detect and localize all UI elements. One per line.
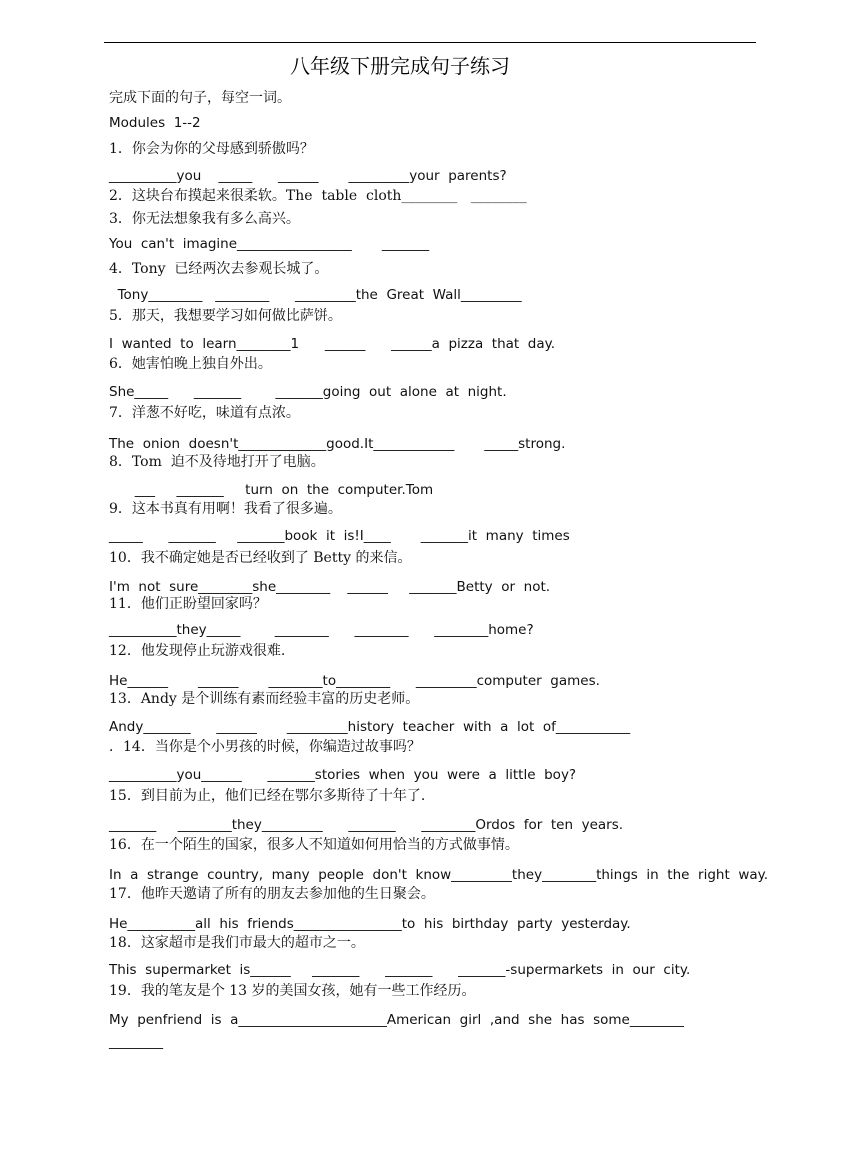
- top-rule: [104, 42, 756, 43]
- question-2-cn: 2．这块台布摸起来很柔软。The table cloth________ ________: [109, 188, 527, 204]
- question-12-cn: 12．他发现停止玩游戏很难.: [109, 643, 286, 659]
- question-1-en: __________you _____ ______ _________your parents?: [109, 168, 507, 184]
- question-19-en-continued: ________: [109, 1034, 163, 1050]
- question-10-en: I'm not sure________she________ ______ _______Betty or not.: [109, 579, 551, 595]
- question-1-cn: 1．你会为你的父母感到骄傲吗？: [109, 141, 314, 157]
- question-13-en: Andy_______ ______ _________history teacher with a lot of___________: [109, 719, 631, 735]
- question-17-en: He__________all his friends________________to his birthday party yesterday.: [109, 916, 631, 932]
- question-14-en: __________you______ _______stories when you were a little boy?: [109, 767, 577, 783]
- question-11-cn: 11．他们正盼望回家吗？: [109, 596, 267, 612]
- question-9-en: _____ _______ _______book it is!I____ _______it many times: [109, 528, 570, 544]
- question-11-en: __________they_____ ________ ________ ________home?: [109, 622, 534, 638]
- question-6-cn: 6．她害怕晚上独自外出。: [109, 356, 272, 372]
- question-3-cn: 3．你无法想象我有多么高兴。: [109, 211, 300, 227]
- question-19-cn: 19．我的笔友是个 13 岁的美国女孩，她有一些工作经历。: [109, 983, 476, 999]
- question-8-en: ___ _______ turn on the computer.Tom: [109, 482, 434, 498]
- question-13-cn: 13．Andy 是个训练有素而经验丰富的历史老师。: [109, 691, 420, 707]
- question-15-cn: 15．到目前为止，他们已经在鄂尔多斯待了十年了.: [109, 788, 426, 804]
- question-3-en: You can't imagine_________________ _______: [109, 236, 430, 252]
- question-16-en: In a strange country, many people don't know_________they________things in the right way.: [109, 867, 769, 883]
- question-12-en: He______ ______ ________to________ _________computer games.: [109, 673, 600, 689]
- question-10-cn: 10．我不确定她是否已经收到了 Betty 的来信。: [109, 550, 412, 566]
- page-title: 八年级下册完成句子练习: [290, 54, 510, 78]
- instruction: 完成下面的句子，每空一词。: [109, 90, 291, 106]
- question-15-en: _______ ________they_________ _______ ________Ordos for ten years.: [109, 817, 624, 833]
- question-9-cn: 9．这本书真有用啊！我看了很多遍。: [109, 501, 342, 517]
- question-5-en: I wanted to learn________1 ______ ______a pizza that day.: [109, 336, 556, 352]
- question-5-cn: 5．那天，我想要学习如何做比萨饼。: [109, 308, 342, 324]
- question-4-en: Tony________ ________ _________the Great Wall_________: [109, 287, 522, 303]
- question-18-en: This supermarket is______ _______ _______ _______-supermarkets in our city.: [109, 962, 691, 978]
- question-7-en: The onion doesn't_____________good.It____________ _____strong.: [109, 436, 566, 452]
- question-4-cn: 4．Tony 已经两次去参观长城了。: [109, 261, 329, 277]
- question-19-en: My penfriend is a______________________American girl ,and she has some________: [109, 1012, 684, 1028]
- question-18-cn: 18．这家超市是我们市最大的超市之一。: [109, 935, 365, 951]
- question-14-cn: ．14．当你是个小男孩的时候，你编造过故事吗？: [109, 739, 421, 755]
- question-7-cn: 7．洋葱不好吃，味道有点浓。: [109, 405, 300, 421]
- question-6-en: She_____ _______ _______going out alone at night.: [109, 384, 507, 400]
- question-17-cn: 17．他昨天邀请了所有的朋友去参加他的生日聚会。: [109, 886, 435, 902]
- question-16-cn: 16．在一个陌生的国家，很多人不知道如何用恰当的方式做事情。: [109, 837, 519, 853]
- module-label: Modules 1--2: [109, 115, 201, 131]
- question-8-cn: 8．Tom 迫不及待地打开了电脑。: [109, 454, 325, 470]
